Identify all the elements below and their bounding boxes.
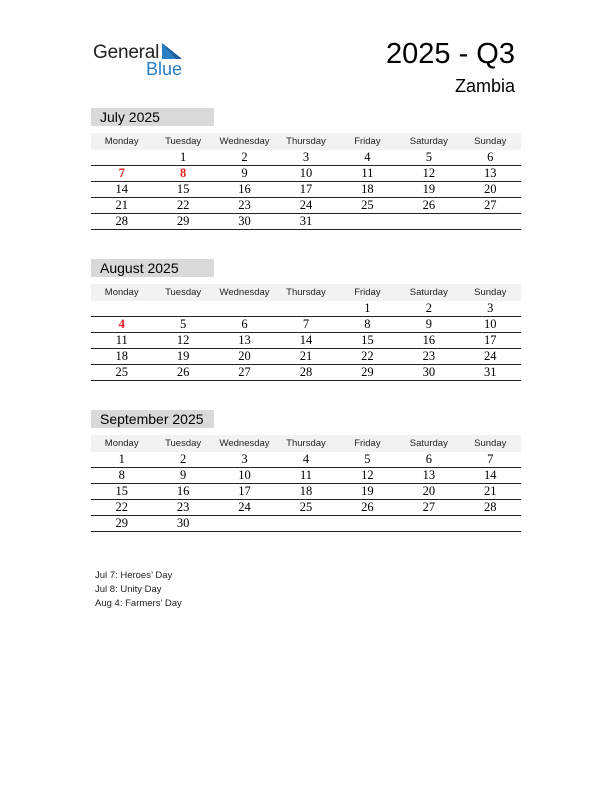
day-cell: 18: [337, 182, 398, 198]
country-name: Zambia: [454, 76, 515, 96]
day-cell: 6: [214, 317, 275, 333]
weekday-header-row: [91, 435, 521, 452]
day-cell: 1: [337, 301, 398, 317]
weekday-label: Wednesday: [214, 133, 275, 150]
day-cell: 22: [337, 349, 398, 365]
day-cell: [275, 301, 336, 317]
day-cell: 16: [152, 484, 213, 500]
day-cell: 19: [398, 182, 459, 198]
day-cell: 23: [398, 349, 459, 365]
day-cell: 24: [275, 198, 336, 214]
day-cell: 30: [398, 365, 459, 381]
day-cell: 5: [152, 317, 213, 333]
weekday-header-row: [91, 284, 521, 301]
day-cell: [398, 516, 459, 532]
weekday-label: Wednesday: [214, 435, 275, 452]
month-grid: [91, 133, 521, 230]
day-cell: 3: [275, 150, 336, 166]
holiday-notes: [95, 569, 182, 611]
day-cell: 17: [275, 182, 336, 198]
day-cell: [152, 301, 213, 317]
day-cell: 14: [460, 468, 521, 484]
day-cell: 9: [398, 317, 459, 333]
day-cell: [460, 516, 521, 532]
day-cell: 15: [152, 182, 213, 198]
month-grid: [91, 284, 521, 381]
day-cell: 10: [275, 166, 336, 182]
day-cell: 13: [214, 333, 275, 349]
day-cell: 14: [91, 182, 152, 198]
weekday-header-row: [91, 133, 521, 150]
weekday-label: Friday: [337, 284, 398, 301]
day-cell: 7: [460, 452, 521, 468]
weekday-label: Sunday: [460, 284, 521, 301]
day-cell: 30: [152, 516, 213, 532]
quarter-title: 2025 - Q3: [386, 38, 515, 70]
week-row: [91, 349, 521, 365]
day-cell: 12: [337, 468, 398, 484]
day-cell: 31: [460, 365, 521, 381]
day-cell: 11: [91, 333, 152, 349]
week-row: [91, 182, 521, 198]
day-cell: 9: [152, 468, 213, 484]
week-row: [91, 333, 521, 349]
day-cell: 6: [460, 150, 521, 166]
holiday-note: Jul 7: Heroes’ Day: [95, 570, 173, 581]
day-cell: 11: [337, 166, 398, 182]
day-cell: 10: [214, 468, 275, 484]
weekday-label: Thursday: [275, 133, 336, 150]
day-cell: 3: [214, 452, 275, 468]
day-cell: 30: [214, 214, 275, 230]
day-cell: 1: [91, 452, 152, 468]
day-cell: 31: [275, 214, 336, 230]
day-cell: 12: [398, 166, 459, 182]
day-cell: [214, 301, 275, 317]
day-cell: 12: [152, 333, 213, 349]
day-cell: 24: [460, 349, 521, 365]
day-cell: 3: [460, 301, 521, 317]
day-cell: 21: [460, 484, 521, 500]
day-cell: [91, 301, 152, 317]
week-row: [91, 468, 521, 484]
day-cell: 18: [275, 484, 336, 500]
weekday-label: Monday: [91, 133, 152, 150]
weekday-label: Saturday: [398, 435, 459, 452]
day-cell: 2: [152, 452, 213, 468]
day-cell: 13: [398, 468, 459, 484]
day-cell: 25: [275, 500, 336, 516]
weekday-label: Friday: [337, 435, 398, 452]
day-cell: 4: [91, 317, 152, 333]
day-cell: 21: [91, 198, 152, 214]
day-cell: 15: [91, 484, 152, 500]
day-cell: 27: [398, 500, 459, 516]
day-cell: 15: [337, 333, 398, 349]
day-cell: 19: [152, 349, 213, 365]
day-cell: 29: [337, 365, 398, 381]
month-calendar: [91, 108, 521, 230]
day-cell: 21: [275, 349, 336, 365]
weekday-label: Monday: [91, 284, 152, 301]
day-cell: 28: [460, 500, 521, 516]
day-cell: 7: [275, 317, 336, 333]
month-title: September 2025: [91, 410, 214, 428]
month-grid: [91, 435, 521, 532]
day-cell: 9: [214, 166, 275, 182]
holiday-note: Jul 8: Unity Day: [95, 584, 162, 595]
day-cell: [398, 214, 459, 230]
day-cell: 5: [337, 452, 398, 468]
day-cell: 23: [214, 198, 275, 214]
day-cell: 11: [275, 468, 336, 484]
day-cell: 16: [214, 182, 275, 198]
month-calendar: [91, 259, 521, 381]
week-row: [91, 500, 521, 516]
day-cell: 4: [337, 150, 398, 166]
month-title: July 2025: [91, 108, 214, 126]
day-cell: 16: [398, 333, 459, 349]
day-cell: 1: [152, 150, 213, 166]
weekday-label: Thursday: [275, 284, 336, 301]
week-row: [91, 301, 521, 317]
generalblue-logo: [93, 40, 193, 80]
day-cell: 5: [398, 150, 459, 166]
day-cell: 22: [152, 198, 213, 214]
day-cell: 18: [91, 349, 152, 365]
month-calendar: [91, 410, 521, 532]
weekday-label: Wednesday: [214, 284, 275, 301]
week-row: [91, 214, 521, 230]
day-cell: 4: [275, 452, 336, 468]
week-row: [91, 484, 521, 500]
weekday-label: Monday: [91, 435, 152, 452]
day-cell: 8: [337, 317, 398, 333]
weekday-label: Tuesday: [152, 284, 213, 301]
day-cell: 25: [91, 365, 152, 381]
logo-blue-text: Blue: [146, 59, 183, 79]
week-row: [91, 452, 521, 468]
day-cell: 26: [398, 198, 459, 214]
weekday-label: Tuesday: [152, 133, 213, 150]
day-cell: [214, 516, 275, 532]
day-cell: [460, 214, 521, 230]
day-cell: 29: [152, 214, 213, 230]
day-cell: 17: [460, 333, 521, 349]
day-cell: 17: [214, 484, 275, 500]
holiday-note: Aug 4: Farmers’ Day: [95, 598, 182, 609]
day-cell: 27: [214, 365, 275, 381]
day-cell: [337, 516, 398, 532]
logo-general-text: General: [93, 42, 160, 63]
day-cell: 13: [460, 166, 521, 182]
week-row: [91, 516, 521, 532]
week-row: [91, 198, 521, 214]
day-cell: 23: [152, 500, 213, 516]
day-cell: 8: [91, 468, 152, 484]
logo-triangle-icon: [162, 43, 182, 59]
weekday-label: Friday: [337, 133, 398, 150]
day-cell: 25: [337, 198, 398, 214]
week-row: [91, 166, 521, 182]
day-cell: 2: [214, 150, 275, 166]
day-cell: 6: [398, 452, 459, 468]
day-cell: 22: [91, 500, 152, 516]
weekday-label: Sunday: [460, 435, 521, 452]
week-row: [91, 317, 521, 333]
day-cell: [275, 516, 336, 532]
day-cell: [337, 214, 398, 230]
day-cell: 10: [460, 317, 521, 333]
day-cell: 8: [152, 166, 213, 182]
weekday-label: Saturday: [398, 133, 459, 150]
day-cell: 27: [460, 198, 521, 214]
weekday-label: Saturday: [398, 284, 459, 301]
month-title: August 2025: [91, 259, 214, 277]
weekday-label: Thursday: [275, 435, 336, 452]
week-row: [91, 365, 521, 381]
week-row: [91, 150, 521, 166]
day-cell: 29: [91, 516, 152, 532]
day-cell: 20: [398, 484, 459, 500]
day-cell: 20: [214, 349, 275, 365]
day-cell: 14: [275, 333, 336, 349]
weekday-label: Tuesday: [152, 435, 213, 452]
day-cell: 28: [91, 214, 152, 230]
day-cell: 26: [337, 500, 398, 516]
day-cell: 20: [460, 182, 521, 198]
day-cell: 19: [337, 484, 398, 500]
day-cell: 24: [214, 500, 275, 516]
day-cell: 2: [398, 301, 459, 317]
day-cell: [91, 150, 152, 166]
day-cell: 7: [91, 166, 152, 182]
day-cell: 26: [152, 365, 213, 381]
day-cell: 28: [275, 365, 336, 381]
weekday-label: Sunday: [460, 133, 521, 150]
